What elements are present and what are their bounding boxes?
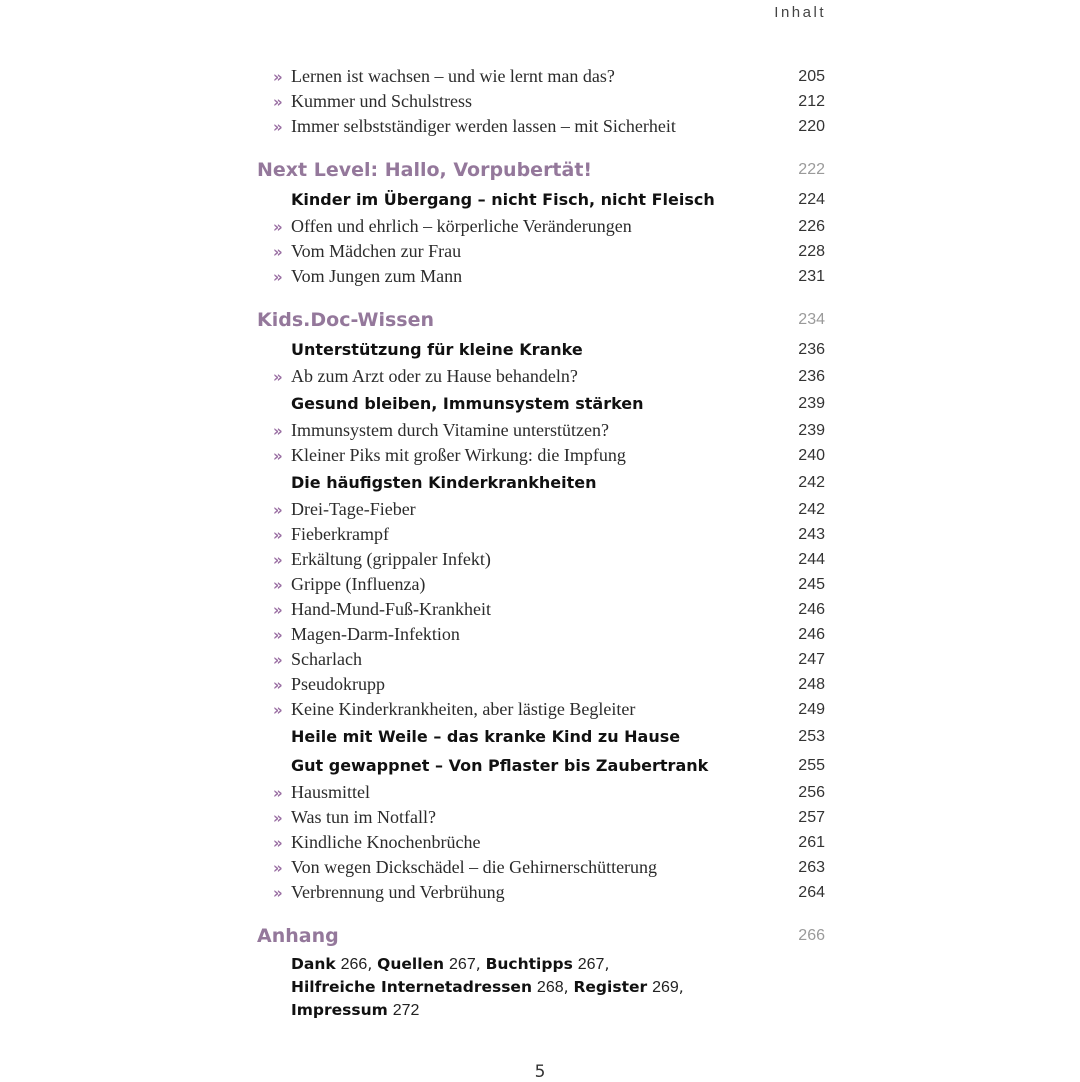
- text: Kummer und Schulstress: [291, 91, 472, 111]
- chevron-double-right-icon: »: [273, 422, 280, 440]
- page-ref: 266: [798, 927, 825, 944]
- page-ref: 228: [798, 243, 825, 260]
- appendix-item[interactable]: [486, 955, 610, 973]
- page-ref: 255: [798, 757, 825, 774]
- page-ref: 246: [798, 601, 825, 618]
- page-ref: 220: [798, 118, 825, 135]
- toc-subheading[interactable]: [257, 335, 825, 364]
- toc-entry[interactable]: [257, 672, 825, 697]
- page-ref: 224: [798, 191, 825, 208]
- page-ref: 261: [798, 834, 825, 851]
- toc-entry[interactable]: [257, 547, 825, 572]
- chevron-double-right-icon: »: [273, 676, 280, 694]
- toc-subheading[interactable]: [257, 185, 825, 214]
- chevron-double-right-icon: »: [273, 218, 280, 236]
- chevron-double-right-icon: »: [273, 626, 280, 644]
- toc-entry[interactable]: [257, 830, 825, 855]
- text: Erkältung (grippaler Infekt): [291, 549, 491, 569]
- toc-entry[interactable]: [257, 622, 825, 647]
- text: Unterstützung für kleine Kranke: [291, 340, 583, 359]
- text: Verbrennung und Verbrühung: [291, 882, 505, 902]
- chevron-double-right-icon: »: [273, 884, 280, 902]
- page-ref: 264: [798, 884, 825, 901]
- text: Heile mit Weile – das kranke Kind zu Hause: [291, 727, 681, 746]
- toc-entry[interactable]: [257, 89, 825, 114]
- text: Anhang: [257, 925, 339, 947]
- page-ref: 245: [798, 576, 825, 593]
- text: ,: [678, 978, 684, 996]
- text: Scharlach: [291, 649, 362, 669]
- chevron-double-right-icon: »: [273, 118, 280, 136]
- toc-entry[interactable]: [257, 855, 825, 880]
- text: Kinder im Übergang – nicht Fisch, nicht Fleisch: [291, 190, 715, 209]
- toc-entry[interactable]: [257, 697, 825, 722]
- text: Next Level: Hallo, Vorpubertät!: [257, 159, 593, 181]
- text: Immer selbstständiger werden lassen – mit Sicherheit: [291, 116, 676, 136]
- text: 267: [449, 956, 476, 973]
- page-ref: 243: [798, 526, 825, 543]
- text: Von wegen Dickschädel – die Gehirnerschütterung: [291, 857, 658, 877]
- page-ref: 240: [798, 447, 825, 464]
- text: Gesund bleiben, Immunsystem stärken: [291, 394, 644, 413]
- text: Vom Mädchen zur Frau: [291, 241, 462, 261]
- text: Impressum: [291, 1001, 388, 1019]
- chevron-double-right-icon: »: [273, 576, 280, 594]
- page-ref: 236: [798, 368, 825, 385]
- toc-entry[interactable]: [257, 805, 825, 830]
- text: 268: [536, 979, 564, 996]
- text: Kids.Doc-Wissen: [257, 309, 434, 331]
- toc-entry[interactable]: [257, 418, 825, 443]
- chevron-double-right-icon: »: [273, 268, 280, 286]
- page-ref: 248: [798, 676, 825, 693]
- page-ref: 242: [798, 474, 825, 491]
- chevron-double-right-icon: »: [273, 601, 280, 619]
- text: Die häufigsten Kinderkrankheiten: [291, 473, 597, 492]
- text: Offen und ehrlich – körperliche Veränderungen: [291, 216, 632, 236]
- text: Fieberkrampf: [291, 524, 389, 544]
- text: Drei-Tage-Fieber: [291, 499, 416, 519]
- toc-entry[interactable]: [257, 64, 825, 89]
- page-ref: 222: [798, 161, 825, 178]
- page-ref: 256: [798, 784, 825, 801]
- text: Vom Jungen zum Mann: [291, 266, 463, 286]
- chevron-double-right-icon: »: [273, 651, 280, 669]
- text: Dank: [291, 955, 336, 973]
- chevron-double-right-icon: »: [273, 551, 280, 569]
- toc-entry[interactable]: [257, 647, 825, 672]
- text: Ab zum Arzt oder zu Hause behandeln?: [291, 366, 578, 386]
- toc-entry[interactable]: [257, 264, 825, 289]
- page-ref: 263: [798, 859, 825, 876]
- toc-subheading[interactable]: [257, 722, 825, 751]
- page-ref: 253: [798, 728, 825, 745]
- toc-section-heading[interactable]: [257, 921, 825, 951]
- text: 266: [340, 956, 368, 973]
- text: ,: [475, 955, 486, 973]
- toc-entry[interactable]: [257, 239, 825, 264]
- text: ,: [367, 955, 378, 973]
- chevron-double-right-icon: »: [273, 368, 280, 386]
- appendix-item[interactable]: [291, 978, 573, 996]
- chevron-double-right-icon: »: [273, 834, 280, 852]
- toc-entry[interactable]: [257, 214, 825, 239]
- toc-entry[interactable]: [257, 443, 825, 468]
- page-ref: 244: [798, 551, 825, 568]
- text: 269: [652, 979, 679, 996]
- chevron-double-right-icon: »: [273, 243, 280, 261]
- appendix-item[interactable]: [291, 955, 377, 973]
- chevron-double-right-icon: »: [273, 501, 280, 519]
- toc-entry[interactable]: [257, 880, 825, 905]
- toc-entry[interactable]: [257, 364, 825, 389]
- chevron-double-right-icon: »: [273, 809, 280, 827]
- page-ref: 234: [798, 311, 825, 328]
- text: Hausmittel: [291, 782, 370, 802]
- chevron-double-right-icon: »: [273, 859, 280, 877]
- appendix-item[interactable]: [573, 978, 683, 996]
- text: Gut gewappnet – Von Pflaster bis Zaubertrank: [291, 756, 709, 775]
- chevron-double-right-icon: »: [273, 784, 280, 802]
- toc-entry[interactable]: [257, 114, 825, 139]
- text: Lernen ist wachsen – und wie lernt man das?: [291, 66, 615, 86]
- page-ref: 246: [798, 626, 825, 643]
- chevron-double-right-icon: »: [273, 701, 280, 719]
- page-ref: 236: [798, 341, 825, 358]
- page-number: 5: [534, 1062, 546, 1082]
- text: Magen-Darm-Infektion: [291, 624, 460, 644]
- chevron-double-right-icon: »: [273, 93, 280, 111]
- text: Kleiner Piks mit großer Wirkung: die Impfung: [291, 445, 626, 465]
- page-ref: 212: [798, 93, 825, 110]
- toc-section-heading[interactable]: [257, 305, 825, 335]
- text: 272: [392, 1002, 420, 1019]
- text: Hilfreiche Internetadressen: [291, 978, 532, 996]
- text: Hand-Mund-Fuß-Krankheit: [291, 599, 491, 619]
- text: ,: [604, 955, 610, 973]
- chevron-double-right-icon: »: [273, 68, 280, 86]
- toc-entry[interactable]: [257, 597, 825, 622]
- appendix-item[interactable]: [291, 1001, 419, 1019]
- text: Kindliche Knochenbrüche: [291, 832, 481, 852]
- toc-subheading[interactable]: [257, 751, 825, 780]
- text: Keine Kinderkrankheiten, aber lästige Begleiter: [291, 699, 636, 719]
- page-ref: 239: [798, 395, 825, 412]
- page-ref: 249: [798, 701, 825, 718]
- toc-entry[interactable]: [257, 780, 825, 805]
- text: Was tun im Notfall?: [291, 807, 437, 827]
- page-ref: 205: [798, 68, 825, 85]
- chevron-double-right-icon: »: [273, 447, 280, 465]
- page-ref: 257: [798, 809, 825, 826]
- toc-subheading[interactable]: [257, 468, 825, 497]
- page-ref: 247: [798, 651, 825, 668]
- toc-entry[interactable]: [257, 522, 825, 547]
- appendix-item[interactable]: [377, 955, 485, 973]
- text: Register: [573, 978, 648, 996]
- text: Quellen: [377, 955, 445, 973]
- text: Pseudokrupp: [291, 674, 385, 694]
- text: Grippe (Influenza): [291, 574, 426, 594]
- running-head: Inhalt: [774, 4, 826, 21]
- text: ,: [563, 978, 574, 996]
- text: Immunsystem durch Vitamine unterstützen?: [291, 420, 610, 440]
- toc-entry[interactable]: [257, 572, 825, 597]
- toc-subheading[interactable]: [257, 389, 825, 418]
- appendix-list: [257, 953, 825, 1022]
- page-ref: 239: [798, 422, 825, 439]
- text: Buchtipps: [485, 955, 573, 973]
- text: 267: [577, 956, 605, 973]
- toc-section-heading[interactable]: [257, 155, 825, 185]
- page-ref: 226: [798, 218, 825, 235]
- table-of-contents: [257, 64, 825, 1022]
- page-ref: 231: [798, 268, 825, 285]
- page-ref: 242: [798, 501, 825, 518]
- chevron-double-right-icon: »: [273, 526, 280, 544]
- toc-entry[interactable]: [257, 497, 825, 522]
